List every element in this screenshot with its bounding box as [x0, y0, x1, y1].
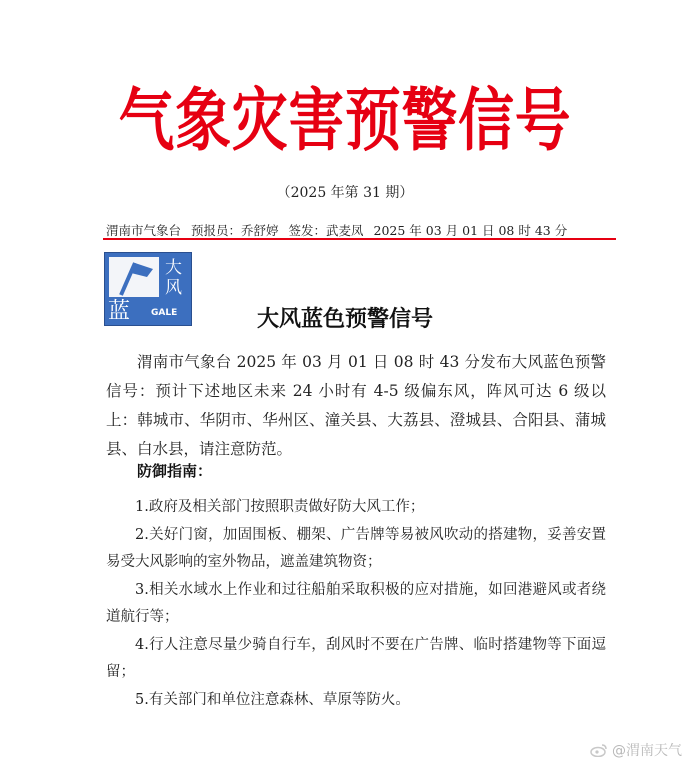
guide-item: 5.有关部门和单位注意森林、草原等防火。 — [135, 691, 410, 708]
issue-number: （2025 年第 31 期） — [276, 185, 414, 201]
issuer-forecaster: 预报员：乔舒婷 — [191, 223, 279, 238]
weibo-logo-icon — [590, 743, 608, 757]
watermark-text: @渭南天气 — [612, 743, 682, 759]
guide-item: 2.关好门窗，加固围板、棚架、广告牌等易被风吹动的搭建物，妥善安置易受大风影响的室外物品，遮盖建筑物资； — [106, 526, 606, 570]
signal-color-char: 蓝 — [108, 299, 131, 324]
issuer-station: 渭南市气象台 — [106, 223, 182, 238]
signal-char-bottom: 风 — [165, 278, 182, 298]
guide-item: 4.行人注意尽量少骑自行车，刮风时不要在广告牌、临时搭建物等下面逗留； — [106, 636, 606, 680]
red-divider — [103, 238, 616, 240]
weibo-watermark — [590, 740, 682, 760]
guide-item: 3.相关水域水上作业和过往船舶采取积极的应对措施，如回港避风或者绕道航行等； — [106, 581, 606, 625]
issuer-line — [106, 221, 573, 239]
guide-list — [106, 494, 606, 714]
guide-item: 1.政府及相关部门按照职责做好防大风工作； — [135, 499, 425, 515]
signal-gale-label: GALE — [151, 308, 178, 318]
signal-heading: 大风蓝色预警信号 — [256, 307, 433, 332]
wind-flag-icon — [109, 257, 159, 297]
issuer-signer: 签发：武麦凤 — [288, 223, 364, 238]
page-title: 气象灾害预警信号 — [118, 81, 572, 161]
guide-title: 防御指南： — [137, 462, 213, 480]
warning-body: 渭南市气象台 2025 年 03 月 01 日 08 时 43 分发布大风蓝色预警信号：预计下述地区未来 24 小时有 4-5 级偏东风，阵风可达 6 级以上：韩城市、华阴市、华州区、潼关县、大荔县、澄城县、合阳县、蒲城县、白水县，请注意防范。 — [106, 353, 606, 458]
signal-char-top: 大 — [165, 258, 182, 278]
issuer-datetime: 2025 年 03 月 01 日 08 时 43 分 — [373, 223, 568, 238]
